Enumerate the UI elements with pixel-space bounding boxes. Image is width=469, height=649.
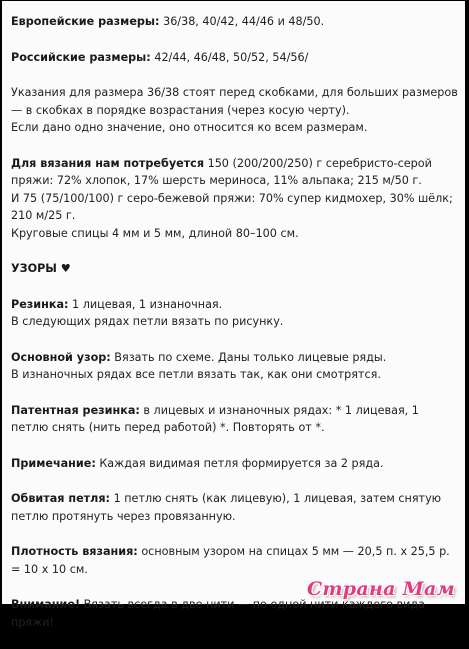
attention-label: Внимание! bbox=[11, 598, 81, 611]
patterns-heading bbox=[11, 260, 459, 278]
patent-rib-label: Патентная резинка: bbox=[11, 403, 140, 417]
slipped-stitch-paragraph bbox=[11, 490, 459, 525]
main-pattern-paragraph bbox=[11, 349, 459, 384]
note-paragraph bbox=[11, 455, 459, 473]
main-pattern-line1: Вязать по схеме. Даны только лицевые ряды. bbox=[110, 350, 387, 364]
pattern-text bbox=[11, 13, 459, 649]
watermark-logo: Страна Мам bbox=[306, 578, 455, 600]
gauge-text: основным узором на спицах 5 мм — 20,5 п. х 25,5 р. = 10 х 10 см. bbox=[11, 545, 450, 576]
size-note-line1: Указания для размера 36/38 стоят перед скобками, для больших размеров — в скобках в порядке возрастания (через косую черту). bbox=[11, 86, 458, 117]
slipped-stitch-text: 1 петлю снять (как лицевую), 1 лицевая, затем снятую петлю протянуть через провязанную. bbox=[11, 492, 442, 523]
document-page bbox=[2, 1, 465, 629]
materials-line2: И 75 (75/100/100) г серо-бежевой пряжи: 70% супер кидмохер, 30% шёлк; 210 м/25 г. bbox=[11, 191, 453, 222]
main-pattern-line2: В изнаночных рядах все петли вязать так, как они смотрятся. bbox=[11, 368, 381, 381]
patterns-heading-text: УЗОРЫ ♥ bbox=[11, 262, 71, 275]
slipped-stitch-label: Обвитая петля: bbox=[11, 492, 111, 505]
note-text: Каждая видимая петля формируется за 2 ряда. bbox=[95, 456, 384, 470]
size-note-paragraph bbox=[11, 84, 459, 137]
attention-text: Вязать всегда в две нити — по одной нити каждого вида пряжи! bbox=[11, 598, 425, 629]
sizes-eu-paragraph bbox=[11, 13, 459, 31]
sizes-ru-paragraph bbox=[11, 49, 459, 67]
sizes-eu-label: Европейские размеры: bbox=[11, 15, 160, 28]
note-label: Примечание: bbox=[11, 456, 96, 470]
materials-line3: Круговые спицы 4 мм и 5 мм, длиной 80–100 см. bbox=[11, 226, 299, 240]
rib-paragraph bbox=[11, 296, 459, 331]
rib-label: Резинка: bbox=[11, 297, 69, 311]
main-pattern-label: Основной узор: bbox=[11, 350, 111, 364]
attention-paragraph bbox=[11, 596, 459, 631]
gauge-paragraph bbox=[11, 543, 459, 578]
materials-label: Для вязания нам потребуется bbox=[11, 156, 205, 170]
materials-paragraph bbox=[11, 155, 459, 243]
rib-line1: 1 лицевая, 1 изнаночная. bbox=[68, 297, 223, 311]
patent-rib-paragraph bbox=[11, 402, 459, 437]
patent-rib-text: в лицевых и изнаночных рядах: * 1 лицевая, 1 петлю снять (нить перед работой) *. Повторять от *. bbox=[11, 403, 419, 434]
size-note-line2: Если дано одно значение, оно относится ко всем размерам. bbox=[11, 121, 368, 134]
sizes-ru-label: Российские размеры: bbox=[11, 50, 151, 64]
materials-line1: 150 (200/200/250) г серебристо-серой пряжи: 72% хлопок, 17% шерсть мериноса, 11% альпака; 215 м/50 г. bbox=[11, 156, 432, 187]
gauge-label: Плотность вязания: bbox=[11, 545, 138, 558]
sizes-eu-value: 36/38, 40/42, 44/46 и 48/50. bbox=[159, 15, 325, 28]
rib-line2: В следующих рядах петли вязать по рисунку. bbox=[11, 315, 284, 328]
sizes-ru-value: 42/44, 46/48, 50/52, 54/56/ bbox=[150, 50, 309, 64]
